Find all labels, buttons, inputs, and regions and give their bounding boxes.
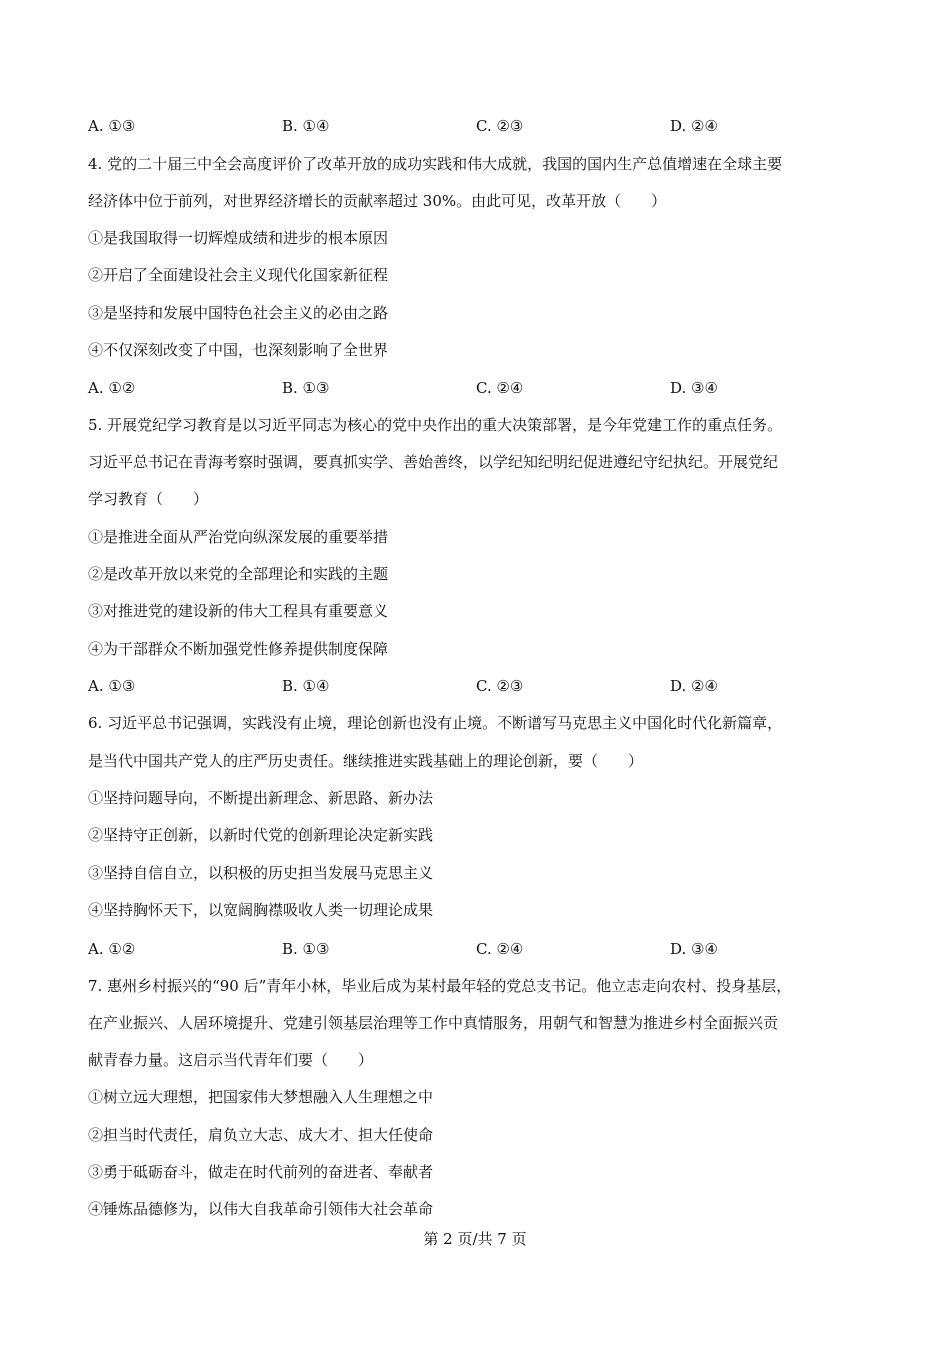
q3-option-d: D. ②④ bbox=[670, 117, 718, 135]
q4-option-b: B. ①③ bbox=[282, 379, 330, 397]
q7-item-1: ①树立远大理想，把国家伟大梦想融入人生理想之中 bbox=[88, 1088, 434, 1106]
q5-option-b: B. ①④ bbox=[282, 677, 330, 695]
q5-item-2: ②是改革开放以来党的全部理论和实践的主题 bbox=[88, 565, 389, 583]
q5-item-3: ③对推进党的建设新的伟大工程具有重要意义 bbox=[88, 602, 389, 620]
q6-options bbox=[88, 939, 868, 959]
q3-options bbox=[88, 116, 868, 136]
q7-stem-line-3: 献青春力量。这启示当代青年们要（ ） bbox=[88, 1051, 374, 1069]
page-footer: 第 2 页/共 7 页 bbox=[423, 1230, 527, 1248]
q5-option-a: A. ①③ bbox=[88, 677, 136, 695]
q4-item-3: ③是坚持和发展中国特色社会主义的必由之路 bbox=[88, 304, 389, 322]
q5-options bbox=[88, 676, 868, 696]
q5-stem-line-1: 5. 开展党纪学习教育是以习近平同志为核心的党中央作出的重大决策部署，是今年党建工作的重点任务。 bbox=[88, 416, 783, 434]
q6-item-4: ④坚持胸怀天下，以宽阔胸襟吸收人类一切理论成果 bbox=[88, 901, 434, 919]
q5-item-4: ④为干部群众不断加强党性修养提供制度保障 bbox=[88, 640, 389, 658]
q6-stem-line-2: 是当代中国共产党人的庄严历史责任。继续推进实践基础上的理论创新，要（ ） bbox=[88, 752, 644, 770]
q3-option-a: A. ①③ bbox=[88, 117, 136, 135]
q5-stem-line-2: 习近平总书记在青海考察时强调，要真抓实学、善始善终，以学纪知纪明纪促进遵纪守纪执纪。开展党纪 bbox=[88, 453, 779, 471]
q6-option-b: B. ①③ bbox=[282, 940, 330, 958]
q5-stem-line-3: 学习教育（ ） bbox=[88, 490, 209, 508]
q4-options bbox=[88, 378, 868, 398]
q6-item-2: ②坚持守正创新，以新时代党的创新理论决定新实践 bbox=[88, 826, 434, 844]
q4-option-a: A. ①② bbox=[88, 379, 136, 397]
q6-item-1: ①坚持问题导向，不断提出新理念、新思路、新办法 bbox=[88, 789, 434, 807]
q3-option-b: B. ①④ bbox=[282, 117, 330, 135]
q5-option-d: D. ②④ bbox=[670, 677, 718, 695]
q4-option-c: C. ②④ bbox=[476, 379, 524, 397]
q5-item-1: ①是推进全面从严治党向纵深发展的重要举措 bbox=[88, 528, 389, 546]
q6-item-3: ③坚持自信自立，以积极的历史担当发展马克思主义 bbox=[88, 864, 434, 882]
q4-stem-line-2: 经济体中位于前列，对世界经济增长的贡献率超过 30%。由此可见，改革开放（ ） bbox=[88, 192, 667, 210]
q7-item-2: ②担当时代责任，肩负立大志、成大才、担大任使命 bbox=[88, 1126, 434, 1144]
q4-item-4: ④不仅深刻改变了中国，也深刻影响了全世界 bbox=[88, 341, 389, 359]
q7-stem-line-2: 在产业振兴、人居环境提升、党建引领基层治理等工作中真情服务，用朝气和智慧为推进乡村全面振兴贡 bbox=[88, 1014, 779, 1032]
q4-item-2: ②开启了全面建设社会主义现代化国家新征程 bbox=[88, 266, 389, 284]
q7-item-4: ④锤炼品德修为，以伟大自我革命引领伟大社会革命 bbox=[88, 1200, 434, 1218]
q7-item-3: ③勇于砥砺奋斗，做走在时代前列的奋进者、奉献者 bbox=[88, 1163, 434, 1181]
q6-option-a: A. ①② bbox=[88, 940, 136, 958]
q5-option-c: C. ②③ bbox=[476, 677, 524, 695]
q6-option-d: D. ③④ bbox=[670, 940, 718, 958]
q4-item-1: ①是我国取得一切辉煌成绩和进步的根本原因 bbox=[88, 229, 389, 247]
q6-stem-line-1: 6. 习近平总书记强调，实践没有止境，理论创新也没有止境。不断谱写马克思主义中国化时代化新篇章， bbox=[88, 714, 783, 732]
q3-option-c: C. ②③ bbox=[476, 117, 524, 135]
q6-option-c: C. ②④ bbox=[476, 940, 524, 958]
q4-option-d: D. ③④ bbox=[670, 379, 718, 397]
q7-stem-line-1: 7. 惠州乡村振兴的“90 后”青年小林，毕业后成为某村最年轻的党总支书记。他立志走向农村、投身基层， bbox=[88, 977, 792, 995]
q4-stem-line-1: 4. 党的二十届三中全会高度评价了改革开放的成功实践和伟大成就，我国的国内生产总值增速在全球主要 bbox=[88, 155, 783, 173]
